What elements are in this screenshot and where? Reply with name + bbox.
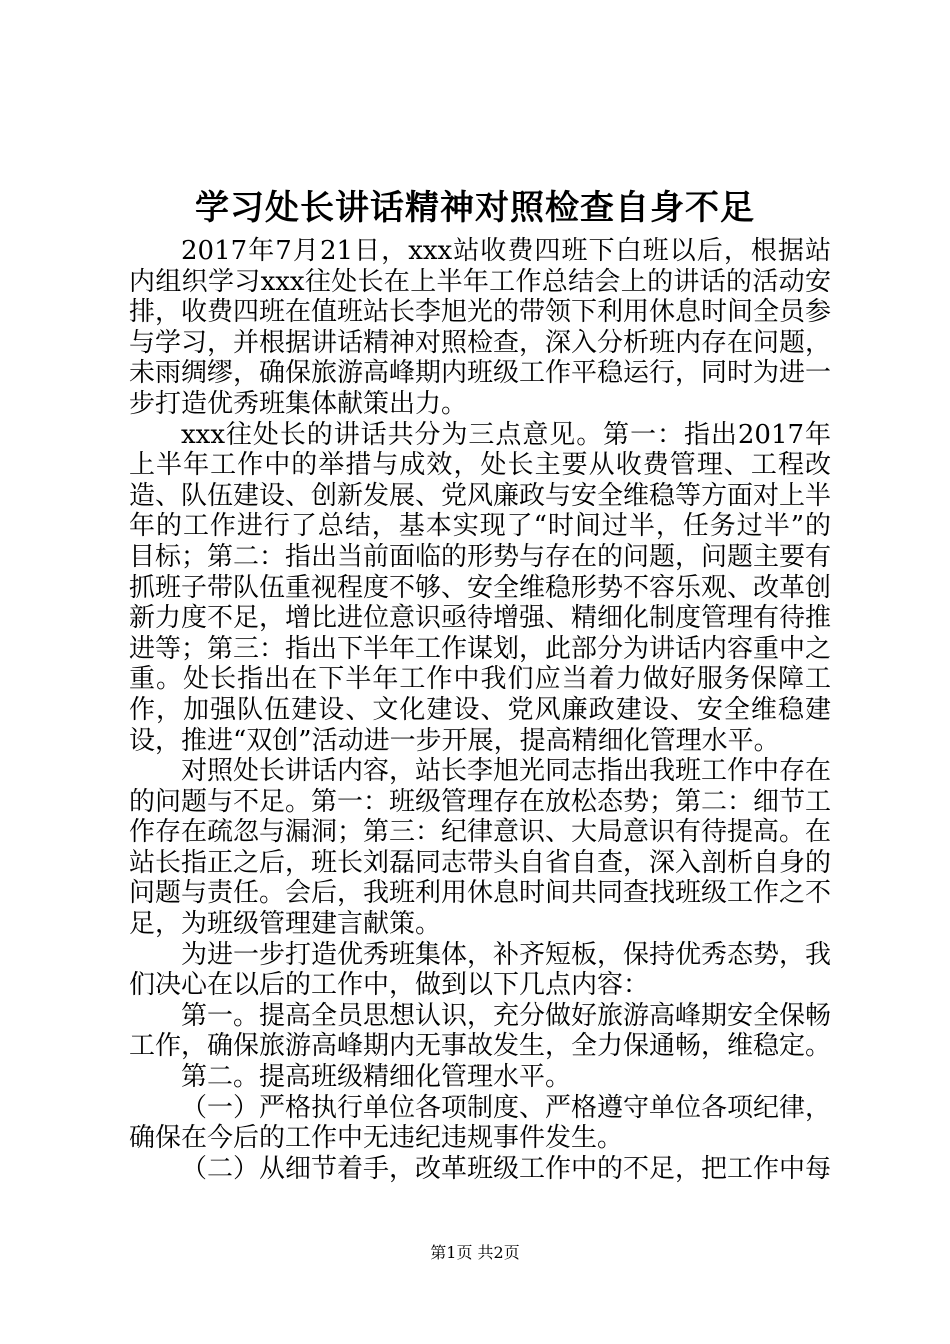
document-title: 学习处长讲话精神对照检查自身不足 — [195, 188, 755, 228]
paragraph-point-two: 第二。提高班级精细化管理水平。 — [181, 1062, 572, 1093]
paragraph-intro: 2017年7月21日，xxx站收费四班下白班以后，根据站内组织学习xxx往处长在上半年工作总结会上的讲话的活动安排，收费四班在值班站长李旭光的带领下利用休息时间全员参与学习，并根据讲话精神对照检查，深入分析班内存在问题，未雨绸缪，确保旅游高峰期内班级工作平稳运行，同时为进一步打造优秀班集体献策出力。 — [129, 236, 832, 419]
page-number-footer: 第1页 共2页 — [430, 1243, 520, 1262]
document-body — [129, 236, 831, 1184]
paragraph-point-one: 第一。提高全员思想认识，充分做好旅游高峰期安全保畅工作，确保旅游高峰期内无事故发生，全力保通畅，维稳定。 — [129, 1000, 832, 1062]
paragraph-resolution: 为进一步打造优秀班集体，补齐短板，保持优秀态势，我们决心在以后的工作中，做到以下几点内容： — [129, 939, 832, 1001]
paragraph-subpoint-one: （一）严格执行单位各项制度、严格遵守单位各项纪律，确保在今后的工作中无违纪违规事件发生。 — [129, 1092, 832, 1154]
paragraph-speech-summary: xxx往处长的讲话共分为三点意见。第一：指出2017年上半年工作中的举措与成效，处长主要从收费管理、工程改造、队伍建设、创新发展、党风廉政与安全维稳等方面对上半年的工作进行了总结，基本实现了“时间过半，任务过半”的目标；第二：指出当前面临的形势与存在的问题，问题主要有抓班子带队伍重视程度不够、安全维稳形势不容乐观、改革创新力度不足，增比进位意识亟待增强、精细化制度管理有待推进等；第三：指出下半年工作谋划，此部分为讲话内容重中之重。处长指出在下半年工作中我们应当着力做好服务保障工作，加强队伍建设、文化建设、党风廉政建设、安全维稳建设，推进“双创”活动进一步开展，提高精细化管理水平。 — [129, 419, 832, 756]
paragraph-self-check: 对照处长讲话内容，站长李旭光同志指出我班工作中存在的问题与不足。第一：班级管理存在放松态势；第二：细节工作存在疏忽与漏洞；第三：纪律意识、大局意识有待提高。在站长指正之后，班长刘磊同志带头自省自查，深入剖析自身的问题与责任。会后，我班利用休息时间共同查找班级工作之不足，为班级管理建言献策。 — [129, 756, 832, 940]
paragraph-subpoint-two: （二）从细节着手，改革班级工作中的不足，把工作中每 — [181, 1153, 832, 1184]
